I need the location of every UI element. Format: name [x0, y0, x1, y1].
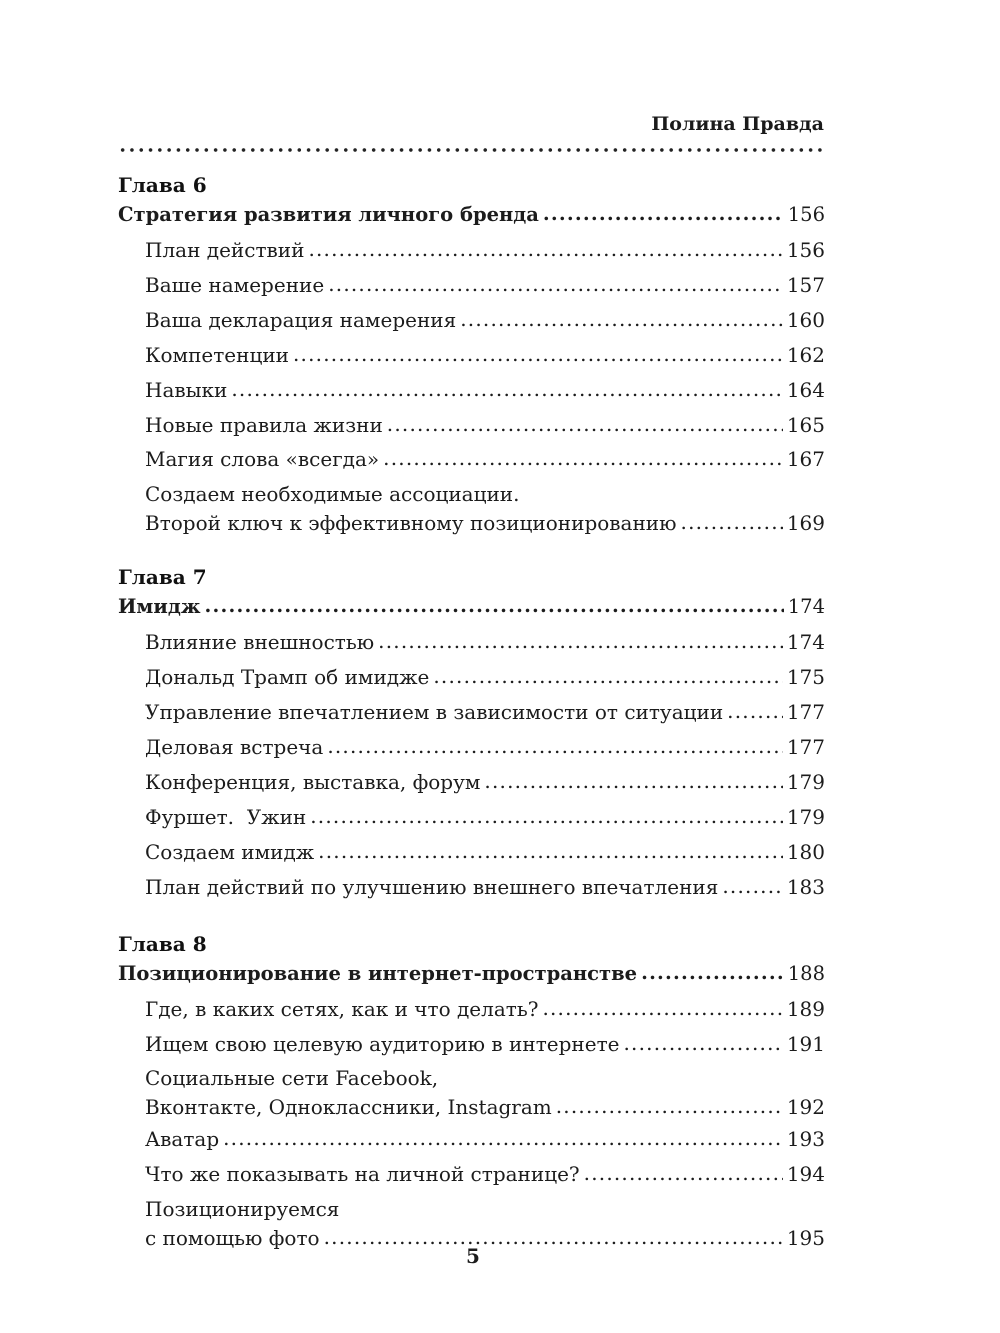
- dot-leader: [584, 1156, 783, 1191]
- entry-title: Дональд Трамп об имидже: [145, 665, 430, 690]
- chapter-title-row[interactable]: [118, 958, 825, 990]
- page-ref: 177: [786, 735, 825, 760]
- entry-title: Управление впечатлением в зависимости от ситуации: [145, 700, 724, 725]
- dot-leader: [460, 302, 783, 337]
- entry-title: Компетенции: [145, 342, 289, 367]
- dot-leader: [387, 407, 783, 442]
- entry-title: Где, в каких сетях, как и что делать?: [145, 996, 539, 1021]
- entry-title: Деловая встреча: [145, 735, 324, 760]
- page-ref: 192: [786, 1095, 825, 1120]
- chapter-label: Глава 7: [118, 565, 207, 590]
- entry-title: Что же показывать на личной странице?: [145, 1162, 580, 1187]
- page-ref: 180: [786, 839, 825, 864]
- entry-title-line2: с помощью фото: [145, 1226, 320, 1251]
- dot-leader: [205, 590, 784, 622]
- chapter-title: Стратегия развития личного бренда: [118, 203, 539, 226]
- page-ref: 165: [786, 412, 825, 437]
- toc-entry[interactable]: [118, 695, 825, 730]
- toc-entry[interactable]: [118, 1157, 825, 1192]
- toc-entry[interactable]: [118, 373, 825, 408]
- toc-entry[interactable]: [118, 408, 825, 443]
- dot-leader: [556, 1091, 783, 1121]
- page-ref: 174: [786, 630, 825, 655]
- dot-leader: [727, 694, 783, 729]
- toc-entry[interactable]: [118, 660, 825, 695]
- dotted-rule: [118, 147, 825, 153]
- entry-title-line1: Позиционируемся: [145, 1197, 340, 1222]
- dot-leader: [328, 267, 783, 302]
- entry-title: Ваша декларация намерения: [145, 307, 457, 332]
- page-ref: 164: [786, 377, 825, 402]
- chapter-8: [118, 931, 825, 1254]
- page-ref: 191: [786, 1031, 825, 1056]
- toc-entry[interactable]: [118, 870, 825, 905]
- page-ref: 162: [786, 342, 825, 367]
- entry-title: Навыки: [145, 377, 228, 402]
- page-ref: 195: [786, 1226, 825, 1251]
- entry-title: План действий по улучшению внешнего впечатления: [145, 874, 719, 899]
- page-ref: 169: [786, 511, 825, 536]
- page-ref: 188: [787, 961, 825, 985]
- dot-leader: [231, 372, 782, 407]
- page-ref: 156: [787, 203, 825, 226]
- toc-entry[interactable]: [118, 1122, 825, 1157]
- page-ref: 175: [786, 665, 825, 690]
- entry-title: Магия слова «всегда»: [145, 447, 380, 472]
- entry-title-line1: Социальные сети Facebook,: [145, 1066, 439, 1091]
- page-ref: 179: [786, 769, 825, 794]
- entry-title-line2: Вконтакте, Одноклассники, Instagram: [145, 1095, 552, 1120]
- dot-leader: [623, 1026, 782, 1061]
- chapter-6: [118, 172, 825, 538]
- page-ref: 193: [786, 1127, 825, 1152]
- dot-leader: [681, 507, 783, 537]
- page-ref: 167: [786, 447, 825, 472]
- page-ref: 179: [786, 804, 825, 829]
- chapter-title-row[interactable]: [118, 591, 825, 623]
- chapter-title: Имидж: [118, 595, 201, 619]
- dot-leader: [484, 764, 782, 799]
- page-ref: 160: [786, 307, 825, 332]
- dot-leader: [433, 659, 782, 694]
- dot-leader: [308, 232, 782, 267]
- dot-leader: [641, 957, 784, 989]
- toc-entry[interactable]: [118, 835, 825, 870]
- toc-entry-line2: [118, 508, 825, 538]
- toc-entry[interactable]: [118, 233, 825, 268]
- toc-entry[interactable]: [118, 442, 825, 477]
- page-ref: 156: [786, 238, 825, 262]
- dot-leader: [542, 991, 782, 1026]
- entry-title: Фуршет. Ужин: [145, 804, 307, 829]
- toc-entry[interactable]: [118, 303, 825, 338]
- dot-leader: [293, 337, 783, 372]
- page-ref: 183: [786, 874, 825, 899]
- dot-leader: [223, 1121, 783, 1156]
- page-ref: 194: [786, 1162, 825, 1187]
- toc-entry[interactable]: [118, 730, 825, 765]
- chapter-title: Позиционирование в интернет-пространстве: [118, 961, 638, 985]
- entry-title: Новые правила жизни: [145, 412, 383, 437]
- toc-entry[interactable]: [118, 338, 825, 373]
- toc-entry[interactable]: [118, 992, 825, 1027]
- dot-leader: [543, 198, 784, 230]
- toc-entry-line2: [118, 1092, 825, 1122]
- page-number: 5: [466, 1244, 480, 1268]
- entry-title-line1: Создаем необходимые ассоциации.: [145, 482, 520, 507]
- dot-leader: [327, 729, 783, 764]
- toc-entry[interactable]: [118, 765, 825, 800]
- chapter-label: Глава 6: [118, 173, 207, 197]
- toc-entry-multiline[interactable]: [118, 1064, 825, 1122]
- toc-entry[interactable]: [118, 800, 825, 835]
- entry-title: Конференция, выставка, форум: [145, 769, 481, 794]
- chapter-title-row[interactable]: [118, 199, 825, 231]
- toc-entry-multiline[interactable]: [118, 480, 825, 538]
- entry-title: Влияние внешностью: [145, 630, 375, 655]
- page-ref: 189: [786, 996, 825, 1021]
- entry-title: Аватар: [145, 1127, 220, 1152]
- entry-title: Ваше намерение: [145, 272, 325, 297]
- dot-leader: [378, 624, 783, 659]
- entry-title-line2: Второй ключ к эффективному позиционированию: [145, 511, 677, 536]
- page-ref: 174: [787, 595, 825, 619]
- dot-leader: [383, 441, 783, 476]
- toc-entry[interactable]: [118, 268, 825, 303]
- page-ref: 157: [786, 272, 825, 297]
- table-of-contents: [118, 172, 825, 1253]
- dot-leader: [310, 799, 783, 834]
- toc-entry[interactable]: [118, 1027, 825, 1062]
- entry-title: Создаем имидж: [145, 839, 315, 864]
- dot-leader: [318, 834, 783, 869]
- toc-entry[interactable]: [118, 625, 825, 660]
- entry-title: План действий: [145, 238, 305, 262]
- chapter-7: [118, 564, 825, 904]
- page-ref: 177: [786, 700, 825, 725]
- dot-leader: [722, 869, 782, 904]
- running-head-author: Полина Правда: [651, 113, 824, 135]
- entry-title: Ищем свою целевую аудиторию в интернете: [145, 1031, 620, 1056]
- chapter-label: Глава 8: [118, 931, 207, 956]
